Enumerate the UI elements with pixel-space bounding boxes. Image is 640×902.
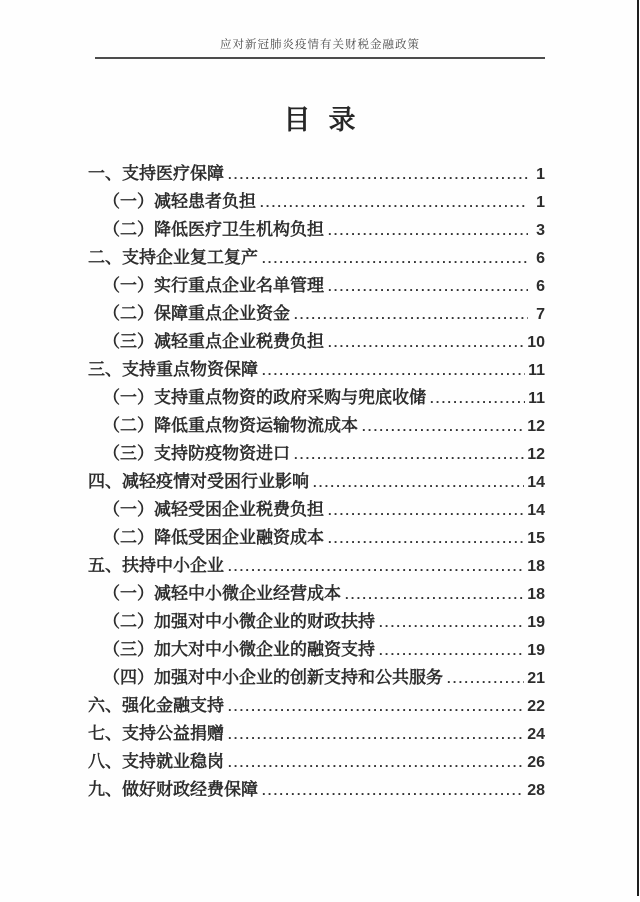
page-number: 3 — [536, 222, 545, 239]
toc-entry-label: （四）加强对中小企业的创新支持和公共服务 — [103, 668, 443, 687]
leader-dots — [313, 469, 524, 497]
page-number: 19 — [527, 642, 545, 659]
toc-entry — [88, 664, 545, 692]
toc-entry — [88, 328, 545, 356]
page-number: 10 — [527, 334, 545, 351]
leader-dots — [345, 581, 524, 609]
leader-dots — [228, 749, 524, 777]
toc-entry-label: （一）支持重点物资的政府采购与兜底收储 — [103, 388, 426, 407]
leader-dots — [328, 497, 524, 525]
leader-dots — [328, 273, 528, 301]
toc-entry-label: （一）实行重点企业名单管理 — [103, 276, 324, 295]
header-rule — [95, 57, 545, 59]
page-number: 6 — [536, 278, 545, 295]
toc-entry-label: （二）加强对中小微企业的财政扶持 — [103, 612, 375, 631]
toc-entry-label: 七、支持公益捐赠 — [88, 724, 224, 743]
toc-entry-label: （一）减轻中小微企业经营成本 — [103, 584, 341, 603]
toc-list — [88, 160, 545, 804]
leader-dots — [262, 245, 528, 273]
toc-entry — [88, 356, 545, 384]
toc-entry — [88, 216, 545, 244]
toc-entry — [88, 748, 545, 776]
page-number: 18 — [527, 558, 545, 575]
toc-entry — [88, 160, 545, 188]
page-number: 1 — [536, 166, 545, 183]
page-number: 18 — [527, 586, 545, 603]
toc-entry-label: 一、支持医疗保障 — [88, 164, 224, 183]
toc-entry-label: （二）降低受困企业融资成本 — [103, 528, 324, 547]
leader-dots — [379, 637, 524, 665]
leader-dots — [294, 441, 524, 469]
page-number: 6 — [536, 250, 545, 267]
toc-entry — [88, 636, 545, 664]
leader-dots — [430, 385, 525, 413]
page-number: 15 — [527, 530, 545, 547]
leader-dots — [260, 189, 528, 217]
leader-dots — [379, 609, 524, 637]
leader-dots — [262, 777, 524, 805]
toc-entry — [88, 496, 545, 524]
page-number: 21 — [527, 670, 545, 687]
page-number: 22 — [527, 698, 545, 715]
toc-entry — [88, 272, 545, 300]
toc-entry-label: 三、支持重点物资保障 — [88, 360, 258, 379]
toc-entry-label: （一）减轻患者负担 — [103, 192, 256, 211]
page-number: 24 — [527, 726, 545, 743]
toc-entry — [88, 776, 545, 804]
toc-entry — [88, 692, 545, 720]
toc-entry — [88, 440, 545, 468]
leader-dots — [294, 301, 528, 329]
toc-entry — [88, 384, 545, 412]
leader-dots — [328, 217, 528, 245]
running-header: 应对新冠肺炎疫情有关财税金融政策 — [220, 39, 420, 51]
toc-entry — [88, 580, 545, 608]
leader-dots — [262, 357, 525, 385]
leader-dots — [228, 693, 524, 721]
toc-entry-label: 四、减轻疫情对受困行业影响 — [88, 472, 309, 491]
leader-dots — [328, 525, 524, 553]
page-number: 11 — [528, 362, 545, 379]
page-number: 7 — [536, 306, 545, 323]
toc-entry-label: 二、支持企业复工复产 — [88, 248, 258, 267]
toc-entry — [88, 300, 545, 328]
page-number: 26 — [527, 754, 545, 771]
toc-entry-label: 八、支持就业稳岗 — [88, 752, 224, 771]
page-number: 14 — [527, 502, 545, 519]
toc-entry — [88, 552, 545, 580]
toc-entry — [88, 524, 545, 552]
page-title: 目 录 — [283, 105, 357, 135]
page-number: 1 — [536, 194, 545, 211]
page-number: 12 — [527, 418, 545, 435]
toc-entry-label: （二）保障重点企业资金 — [103, 304, 290, 323]
leader-dots — [228, 721, 524, 749]
leader-dots — [447, 665, 524, 693]
toc-entry-label: （三）减轻重点企业税费负担 — [103, 332, 324, 351]
toc-entry-label: （二）降低重点物资运输物流成本 — [103, 416, 358, 435]
toc-entry — [88, 608, 545, 636]
toc-entry-label: 九、做好财政经费保障 — [88, 780, 258, 799]
toc-entry-label: （三）支持防疫物资进口 — [103, 444, 290, 463]
toc-entry — [88, 720, 545, 748]
page-right-edge-line — [637, 0, 639, 896]
toc-entry-label: （二）降低医疗卫生机构负担 — [103, 220, 324, 239]
toc-entry-label: （一）减轻受困企业税费负担 — [103, 500, 324, 519]
page-number: 12 — [527, 446, 545, 463]
toc-entry-label: （三）加大对中小微企业的融资支持 — [103, 640, 375, 659]
toc-entry-label: 六、强化金融支持 — [88, 696, 224, 715]
page-number: 11 — [528, 390, 545, 407]
toc-entry — [88, 412, 545, 440]
toc-entry — [88, 468, 545, 496]
leader-dots — [328, 329, 524, 357]
leader-dots — [228, 553, 524, 581]
page-number: 14 — [527, 474, 545, 491]
toc-entry-label: 五、扶持中小企业 — [88, 556, 224, 575]
page-number: 19 — [527, 614, 545, 631]
page-number: 28 — [527, 782, 545, 799]
leader-dots — [228, 161, 528, 189]
leader-dots — [362, 413, 524, 441]
toc-entry — [88, 188, 545, 216]
toc-entry — [88, 244, 545, 272]
